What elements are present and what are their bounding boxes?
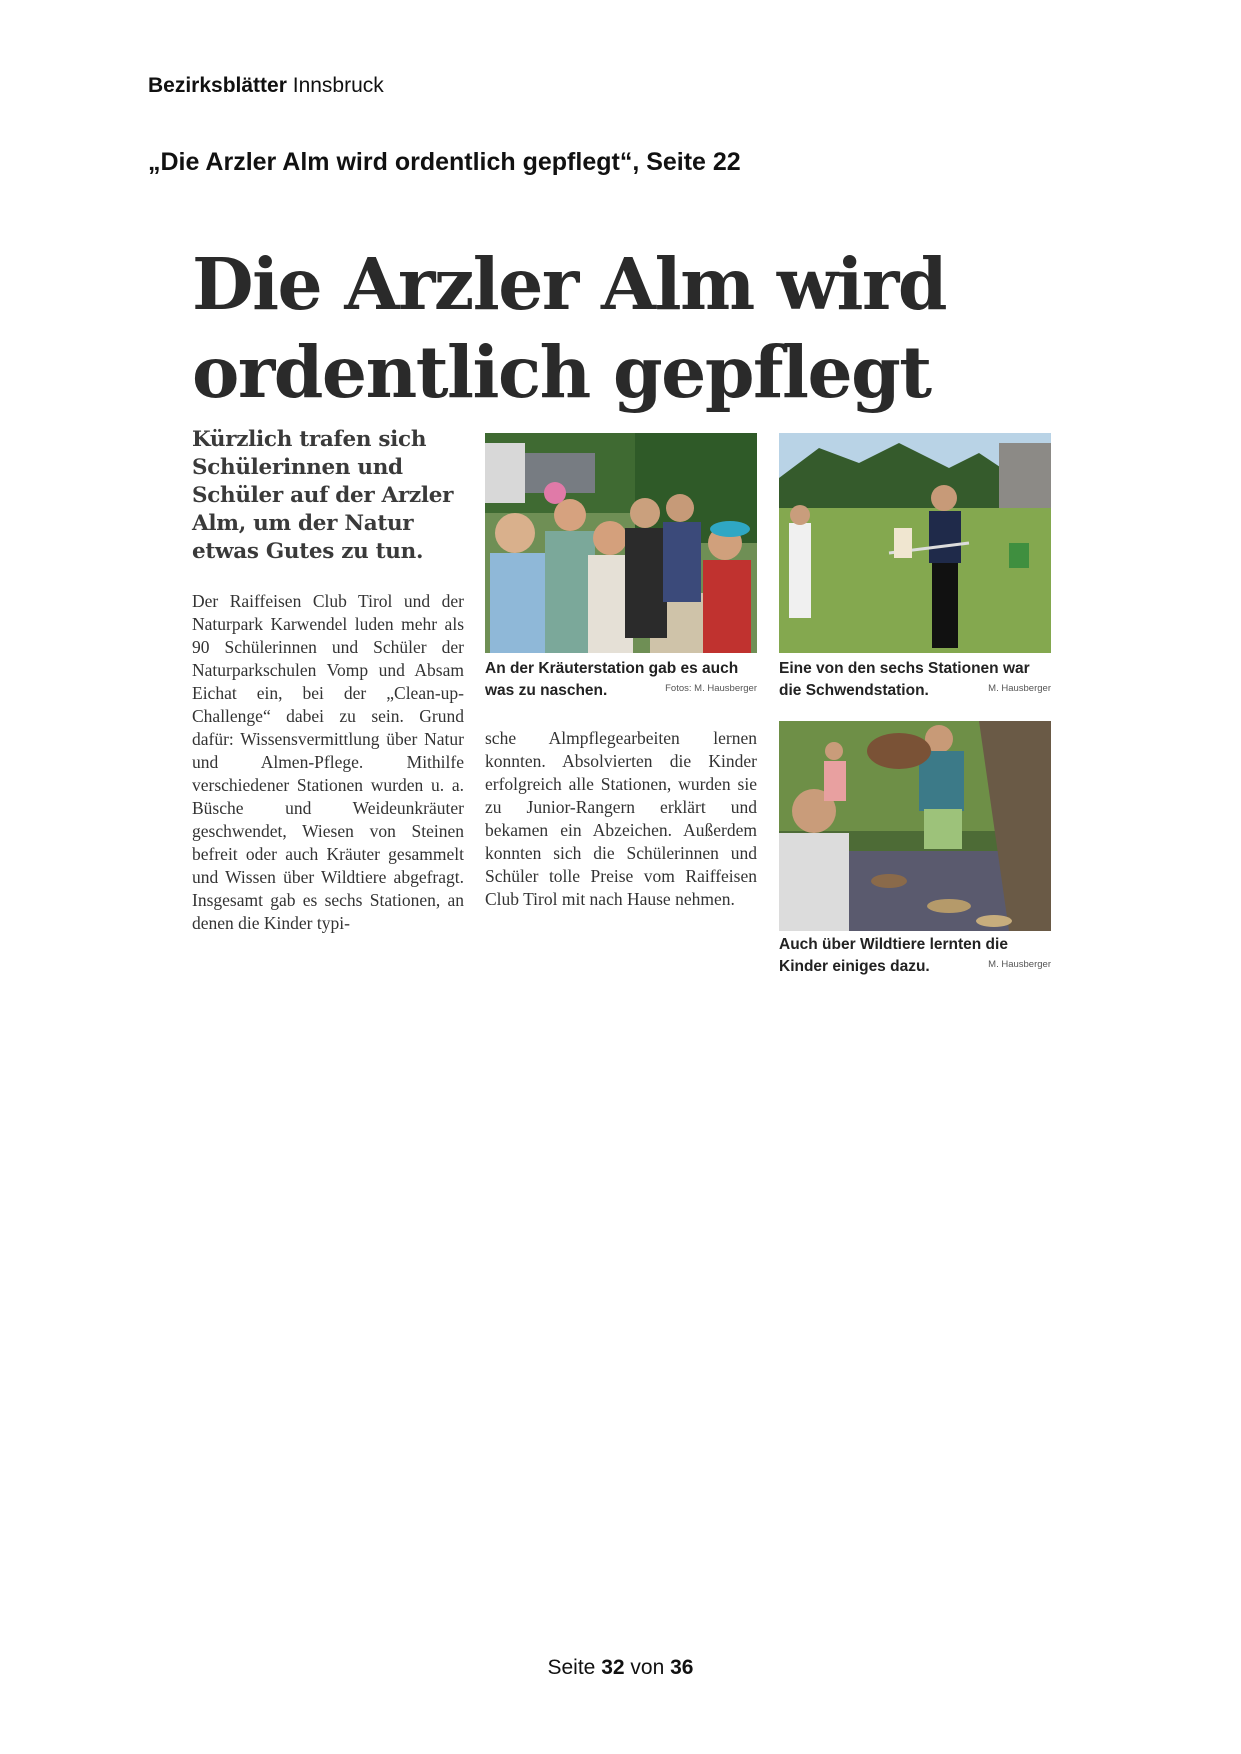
- caption-text: Eine von den sechs Stationen war die Schwendstation.: [779, 660, 1030, 699]
- photo-caption-3: [779, 934, 1051, 978]
- current-page: 32: [601, 1656, 625, 1679]
- headline-line-1: Die Arzler Alm wird: [192, 242, 947, 326]
- total-pages: 36: [670, 1656, 694, 1679]
- headline-line-2: ordentlich gepflegt: [192, 330, 931, 414]
- article-body-column-1: Der Raiffeisen Club Tirol und der Naturpark Karwendel luden mehr als 90 Schülerinnen und Schüler der Naturparkschulen Vomp und Absam Eichat ein, bei der „Clean-up-Challenge“ dabei zu sein. Grund dafür: Wissensvermittlung über Natur und Almen-Pflege. Mithilfe verschiedener Stationen wurden u. a. Büsche und Weideunkräuter geschwendet, Wiesen von Steinen befreit oder auch Kräuter gesammelt und Wissen über Wildtiere abgefragt. Insgesamt gab es sechs Stationen, an denen die Kinder typi-: [192, 591, 464, 933]
- newspaper-clipping: [190, 240, 1050, 990]
- photo-credit: M. Hausberger: [988, 959, 1051, 970]
- publication-region: Innsbruck: [292, 74, 384, 97]
- caption-text: Auch über Wildtiere lernten die Kinder einiges dazu.: [779, 936, 1008, 975]
- article-reference: „Die Arzler Alm wird ordentlich gepflegt“, Seite 22: [148, 148, 741, 176]
- photo-schwend-station: [779, 433, 1051, 653]
- photo-caption-2: [779, 658, 1051, 702]
- photo-herb-station: [485, 433, 757, 653]
- photo-credit: M. Hausberger: [988, 683, 1051, 694]
- photo-caption-1: [485, 658, 757, 702]
- article-headline: [192, 240, 946, 416]
- caption-text: An der Kräuterstation gab es auch was zu naschen.: [485, 660, 739, 699]
- page-number: [0, 1656, 1241, 1680]
- article-body-column-2: sche Almpflegearbeiten lernen konnten. Absolvierten die Kinder erfolgreich alle Stationen, wurden sie zu Junior-Rangern erklärt und bekamen ein Abzeichen. Außerdem konnten sich die Schülerinnen und Schüler tolle Preise vom Raiffeisen Club Tirol mit nach Hause nehmen.: [485, 728, 757, 909]
- publication-bold: Bezirksblätter: [148, 74, 287, 97]
- publication-name: [148, 74, 384, 98]
- page-prefix: Seite: [547, 1656, 596, 1679]
- photo-wildlife-station: [779, 721, 1051, 931]
- article-lead: Kürzlich trafen sich Schülerinnen und Schüler auf der Arzler Alm, um der Natur etwas Gutes zu tun.: [192, 427, 454, 564]
- photo-credit: Fotos: M. Hausberger: [665, 683, 757, 694]
- page-of: von: [630, 1656, 665, 1679]
